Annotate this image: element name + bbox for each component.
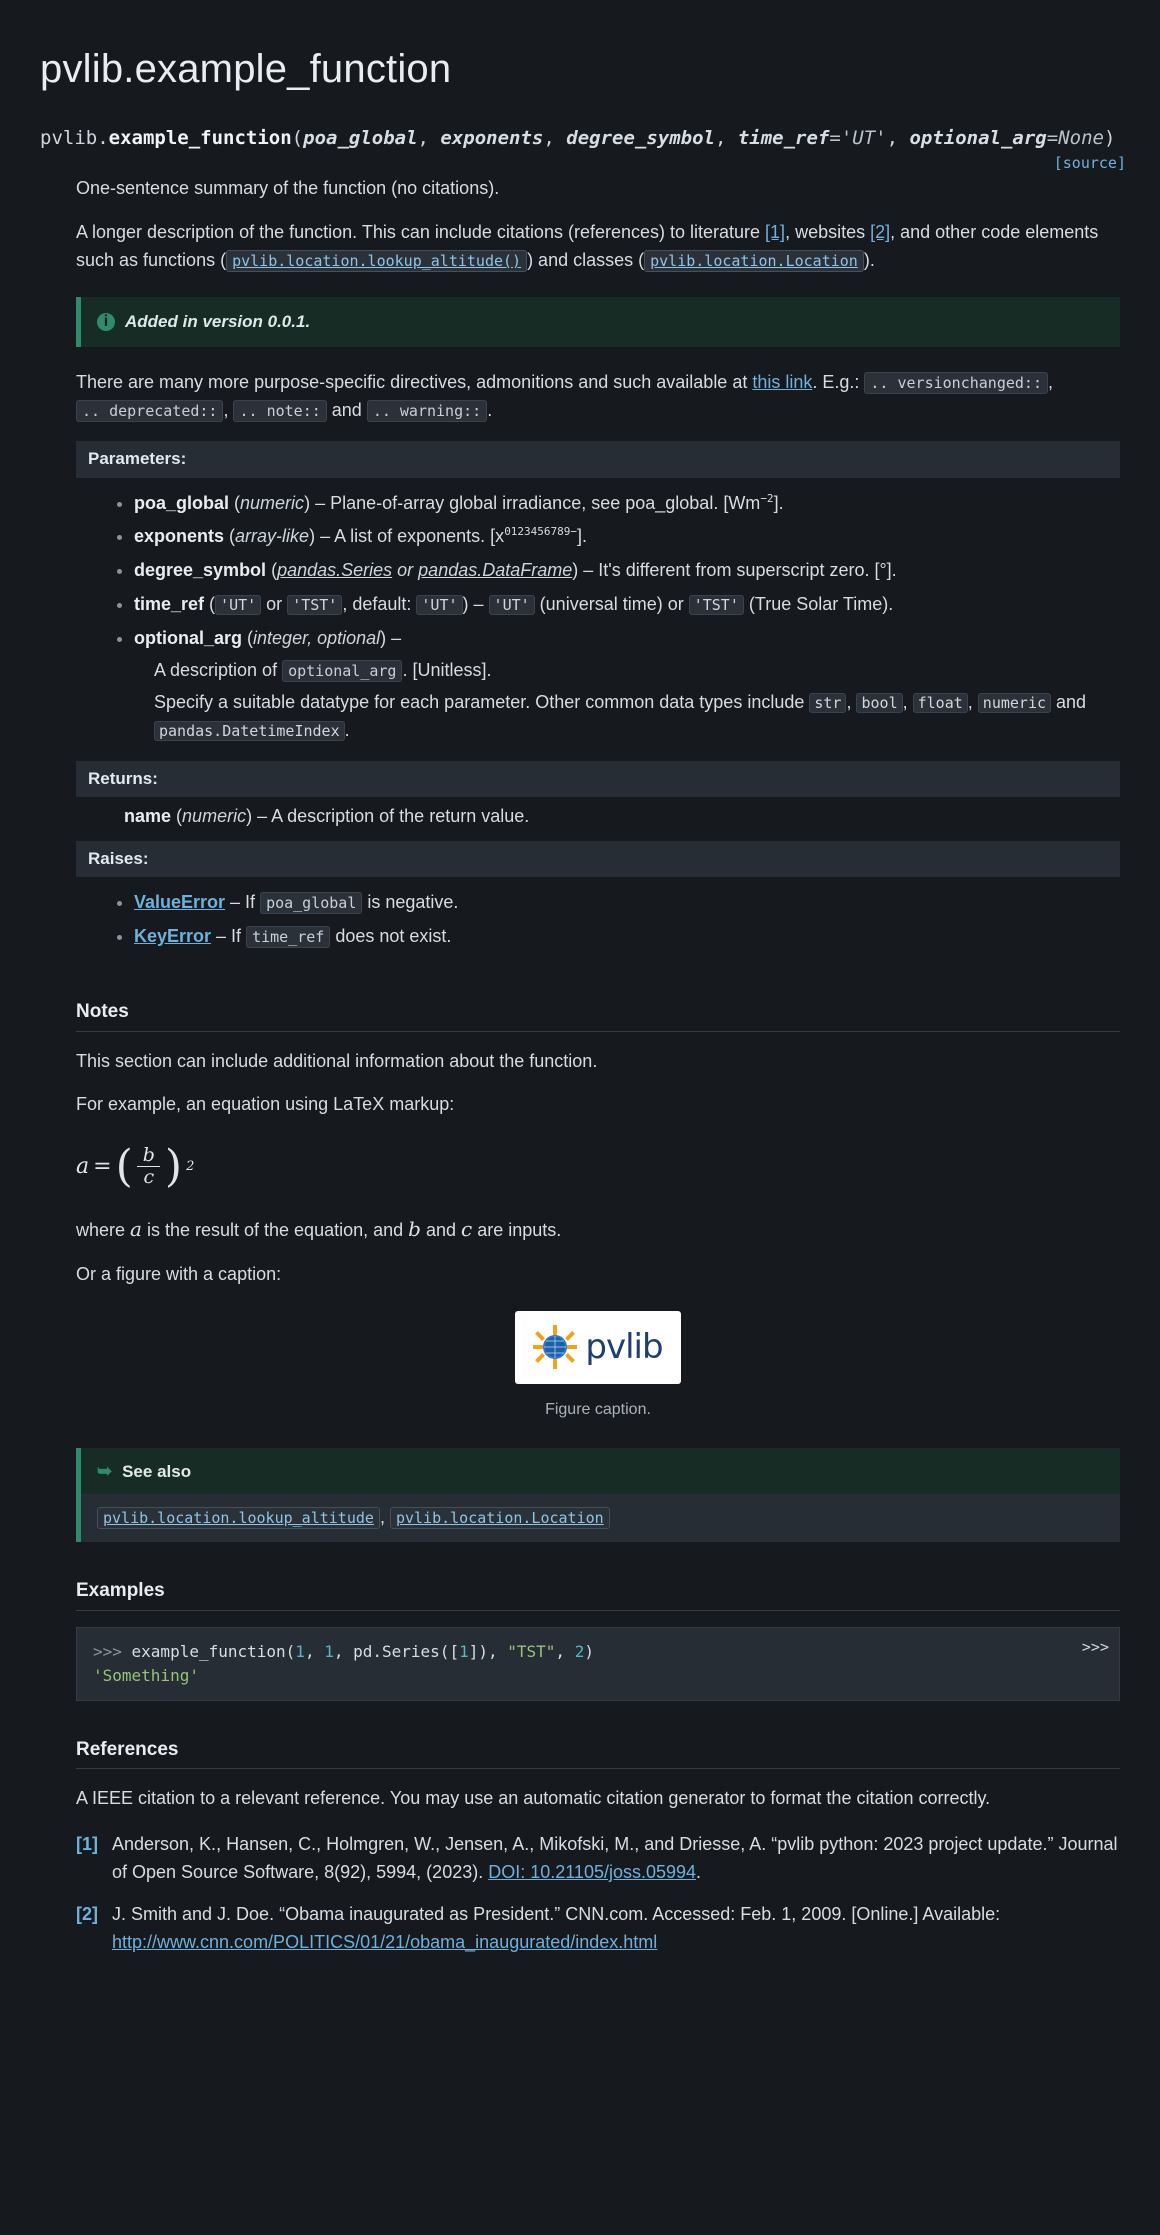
parameter-type-exponents: array-like (235, 526, 310, 547)
notes-paragraph-4: Or a figure with a caption: (76, 1264, 282, 1285)
parameter-name-optional-arg: optional_arg (134, 628, 243, 649)
math-a: a (130, 1217, 142, 1242)
raises-item-valueerror (134, 889, 1120, 917)
doctest-call: example_function( (131, 1641, 296, 1661)
raises-list (86, 889, 1120, 951)
see-also-link-lookup-altitude[interactable]: pvlib.location.lookup_altitude (97, 1507, 380, 1529)
equation-exponent: 2 (186, 1158, 195, 1174)
parameter-type-or: or (392, 560, 419, 581)
optional-arg-and: and (1051, 691, 1087, 712)
type-numeric: numeric (978, 693, 1051, 713)
optional-arg-line-2-prefix: Specify a suitable datatype for each parameter. Other common data types include (154, 691, 810, 712)
type-float: float (913, 693, 968, 713)
math-b: b (408, 1217, 421, 1242)
parameter-desc-2-time-ref: (universal time) or (534, 594, 689, 615)
parameter-item-degree-symbol: • degree_symbol (pandas.Series or pandas.DataFrame) – It's different from superscript zero. [°]. (134, 557, 1120, 585)
reference-link-cnn[interactable]: http://www.cnn.com/POLITICS/01/21/obama_inaugurated/index.html (112, 1931, 658, 1952)
type-bool: bool (856, 693, 902, 713)
parameter-superscript-exponents: 0123456789− (504, 525, 578, 539)
equation-right-paren: ) (164, 1141, 183, 1193)
doctest-comma-3: , (555, 1641, 575, 1661)
equation-left-paren: ( (115, 1141, 133, 1193)
description-text-3: , and other code elements such as functions ( (76, 222, 1099, 271)
notes-heading: Notes (76, 997, 1120, 1031)
examples-code-block[interactable] (76, 1627, 1120, 1701)
source-link[interactable]: [source] (1053, 154, 1126, 172)
parameter-item-optional-arg: • optional_arg (integer, optional) – A description of optional_arg . [Unitless]. Specify a suitable datatype for each parameter. Other common data types include str , bool , float , numeric and pandas.DatetimeIndex . (134, 625, 1120, 745)
latex-equation (76, 1141, 1120, 1193)
see-also-header (81, 1448, 1120, 1494)
doctest-comma-2: , (333, 1641, 354, 1661)
parameter-name-poa-global: poa_global (134, 492, 230, 513)
function-signature: [source] pvlib.example_function(poa_global, exponents, degree_symbol, time_ref='UT', optional_arg=None) (40, 122, 1120, 159)
raises-item-keyerror (134, 923, 1120, 951)
directives-text-2: . E.g.: (812, 372, 865, 393)
optional-arg-line-1-prefix: A description of (154, 660, 283, 681)
reference-item-2 (76, 1901, 1120, 1957)
examples-heading: Examples (76, 1576, 1120, 1610)
directive-deprecated: .. deprecated:: (76, 400, 223, 422)
equation-fraction (137, 1145, 161, 1188)
parameter-sub-description (134, 657, 1120, 745)
logo-row (533, 1321, 662, 1374)
signature-param-poa-global: poa_global (303, 127, 418, 149)
version-added-text: Added in version 0.0.1. (125, 312, 311, 332)
reference-item-1 (76, 1831, 1120, 1887)
signature-close-paren: ) (1103, 127, 1116, 149)
doctest-call-close: ) (584, 1641, 594, 1661)
parameter-item-time-ref: • time_ref ( 'UT' or 'TST' , default: 'UT' ) – 'UT' (universal time) or 'TST' (True Solar Time). (134, 591, 1120, 619)
raises-desc-prefix-valueerror: – If (225, 892, 261, 913)
optional-arg-line-2: Specify a suitable datatype for each parameter. Other common data types include str , bool , float , numeric and pandas.DatetimeIndex . (154, 691, 1087, 740)
parameter-desc-1-time-ref: – (468, 594, 489, 615)
returns-heading: Returns: (76, 761, 1120, 797)
equation-lhs: a (76, 1153, 90, 1179)
doctest-arg-1: 1 (295, 1641, 305, 1661)
figure (76, 1311, 1120, 1422)
see-also-heading: See also (122, 1462, 192, 1482)
description-text-5: ). (863, 250, 875, 271)
doctest-output: 'Something' (93, 1665, 199, 1685)
parameter-desc-suffix-poa-global: ]. (773, 492, 784, 513)
equation-denominator: c (137, 1166, 160, 1188)
notes-paragraph-1: This section can include additional information about the function. (76, 1050, 598, 1071)
reference-text-2 (112, 1901, 1120, 1957)
info-icon: i (97, 313, 115, 331)
directive-versionchanged: .. versionchanged:: (864, 372, 1048, 394)
parameter-literal-tst: 'TST' (287, 595, 342, 615)
signature-name: example_function (108, 127, 292, 149)
see-also-body (81, 1494, 1120, 1542)
signature-param-exponents: exponents (440, 127, 544, 149)
parameter-type-poa-global: numeric (240, 492, 305, 513)
parameter-literal-ut-2: 'UT' (489, 595, 535, 615)
version-added-admonition (76, 297, 1120, 347)
type-str: str (809, 693, 846, 713)
raises-link-valueerror[interactable]: ValueError (134, 892, 226, 913)
directives-sep-2: , (223, 400, 234, 421)
page-title: pvlib.example_function (40, 47, 452, 91)
doctest-arg-3: 1 (459, 1641, 469, 1661)
parameter-desc-3-time-ref: (True Solar Time). (743, 594, 894, 615)
raises-desc-suffix-keyerror: does not exist. (330, 926, 452, 947)
optional-arg-line-1-suffix: . [Unitless]. (402, 660, 492, 681)
raises-link-keyerror[interactable]: KeyError (134, 926, 212, 947)
parameter-item-exponents: • exponents (array-like) – A list of exponents. $[x^{0123456789-}]$. (134, 523, 1120, 551)
parameter-default-label: , default: (342, 594, 417, 615)
directives-text-1: There are many more purpose-specific directives, admonitions and such available at (76, 372, 753, 393)
description-text-2: , websites (785, 222, 871, 243)
reference-link-doi[interactable]: DOI: 10.21105/joss.05994 (488, 1861, 697, 1882)
directive-note: .. note:: (233, 400, 326, 422)
code-time-ref: time_ref (246, 926, 330, 948)
doctest-prompt: >>> (93, 1641, 132, 1661)
field-list (76, 441, 1120, 963)
citation-link-1[interactable]: [1] (765, 222, 786, 243)
reference-after-1: . (696, 1861, 702, 1882)
notes-p3-text-4: are inputs. (472, 1220, 562, 1241)
parameter-superscript-poa-global: −2 (760, 491, 774, 505)
figure-caption: Figure caption. (545, 1400, 651, 1418)
parameter-type-link-pandas-dataframe[interactable]: pandas.DataFrame (418, 560, 573, 581)
directives-and: and (326, 400, 367, 421)
parameter-literal-tst-2: 'TST' (689, 595, 744, 615)
parameter-name-time-ref: time_ref (134, 594, 205, 615)
doctest-arg-5: 2 (574, 1641, 585, 1661)
description-paragraph (76, 219, 1120, 275)
reference-label-2[interactable]: [2] (76, 1903, 98, 1924)
see-also-separator: , (379, 1507, 385, 1528)
doctest-comma-1: , (304, 1641, 325, 1661)
directives-sep-1: , (1048, 372, 1054, 393)
doctest-pd-series: pd.Series([ (353, 1641, 460, 1661)
equation-numerator: b (142, 1144, 155, 1167)
return-name: name (124, 806, 172, 827)
see-also-link-location[interactable]: pvlib.location.Location (390, 1507, 610, 1529)
return-type: numeric (182, 806, 247, 827)
references-intro: A IEEE citation to a relevant reference. You may use an automatic citation generator to format the citation correctly. (76, 1788, 991, 1809)
parameter-desc-exponents: – A list of exponents. [x (315, 526, 505, 547)
notes-paragraph-2: For example, an equation using LaTeX markup: (76, 1094, 455, 1115)
parameter-name-degree-symbol: degree_symbol (134, 560, 267, 581)
equation-equals: = (93, 1153, 112, 1179)
code-optional-arg: optional_arg (282, 660, 402, 682)
parameter-desc-poa-global: – Plane-of-array global irradiance, see poa_global. [Wm (310, 492, 761, 513)
parameter-literal-ut: 'UT' (215, 595, 261, 615)
parameter-name-exponents: exponents (134, 526, 225, 547)
parameter-or: or (261, 594, 288, 615)
parameter-desc-suffix-exponents: ]. (577, 526, 588, 547)
notes-paragraph-3 (76, 1214, 1120, 1245)
parameter-item-poa-global: • poa_global (numeric) – Plane-of-array global irradiance, see poa_global. $[Wm^{-2}]$. (134, 490, 1120, 518)
code-poa-global: poa_global (260, 892, 362, 914)
arrow-icon: ➥ (97, 1461, 113, 1482)
code-link-location-class[interactable]: pvlib.location.Location (644, 250, 864, 272)
signature-module: pvlib. (40, 127, 109, 149)
summary-paragraph: One-sentence summary of the function (no citations). (76, 178, 500, 199)
pvlib-sun-icon (533, 1325, 577, 1369)
type-pandas-datetimeindex: pandas.DatetimeIndex (154, 721, 345, 741)
optional-arg-line-1 (154, 657, 1120, 685)
notes-p3-text-3: and (420, 1220, 462, 1241)
references-list (76, 1831, 1120, 1957)
reference-label-1[interactable]: [1] (76, 1833, 98, 1854)
signature-default-optional-arg: =None (1046, 127, 1104, 149)
raises-body (76, 877, 1120, 963)
description-text-4: ) and classes ( (527, 250, 645, 271)
doctest-arg-4: "TST" (507, 1641, 556, 1661)
raises-desc-prefix-keyerror: – If (211, 926, 247, 947)
parameter-type-link-pandas-series[interactable]: pandas.Series (277, 560, 393, 581)
parameters-list (86, 490, 1120, 745)
references-heading: References (76, 1735, 1120, 1769)
pvlib-logo (515, 1311, 680, 1384)
parameters-heading: Parameters: (76, 441, 1120, 477)
signature-default-time-ref: ='UT' (829, 127, 887, 149)
parameter-desc-degree-symbol: – It's different from superscript zero. [°]. (578, 560, 897, 581)
directives-end: . (487, 400, 493, 421)
doctest-arg-2: 1 (324, 1641, 334, 1661)
parameters-body (76, 478, 1120, 757)
returns-body: name (numeric) – A description of the return value. (124, 806, 530, 827)
raises-desc-suffix-valueerror: is negative. (362, 892, 459, 913)
signature-param-optional-arg: optional_arg (909, 127, 1047, 149)
parameter-literal-default-ut: 'UT' (416, 595, 462, 615)
signature-param-time-ref: time_ref (737, 127, 830, 149)
signature-param-degree-symbol: degree_symbol (566, 127, 715, 149)
parameter-type-optional-arg: integer, optional (253, 628, 381, 649)
notes-p3-text-2: is the result of the equation, and (141, 1220, 409, 1241)
optional-arg-line-2-end: . (344, 719, 350, 740)
this-link[interactable]: this link (752, 372, 813, 393)
code-link-lookup-altitude[interactable]: pvlib.location.lookup_altitude() (226, 250, 527, 272)
toggle-prompt-button[interactable]: >>> (1081, 1637, 1109, 1656)
signature-open-paren: ( (291, 127, 304, 149)
math-c: c (461, 1217, 473, 1242)
reference-text-1 (112, 1831, 1120, 1887)
return-desc: – A description of the return value. (252, 806, 530, 827)
description-text-1: A longer description of the function. This can include citations (references) to literature (76, 222, 766, 243)
reference-body-2: J. Smith and J. Doe. “Obama inaugurated as President.” CNN.com. Accessed: Feb. 1, 2009. [Online.] Available: (112, 1903, 1001, 1924)
raises-heading: Raises: (76, 841, 1120, 877)
citation-link-2[interactable]: [2] (870, 222, 891, 243)
notes-p3-text-1: where (76, 1220, 131, 1241)
directive-warning: .. warning:: (367, 400, 487, 422)
parameter-dash-optional-arg: – (386, 628, 402, 649)
see-also-admonition (76, 1448, 1120, 1542)
doctest-pd-close: ]), (468, 1641, 508, 1661)
logo-text: pvlib (585, 1326, 663, 1367)
reference-body-1: Anderson, K., Hansen, C., Holmgren, W., Jensen, A., Mikofski, M., and Driesse, A. “pvlib python: 2023 project update.” Journal of Open Source Software, 8(92), 5994, (2023). (112, 1833, 1118, 1882)
directives-paragraph (76, 369, 1120, 425)
